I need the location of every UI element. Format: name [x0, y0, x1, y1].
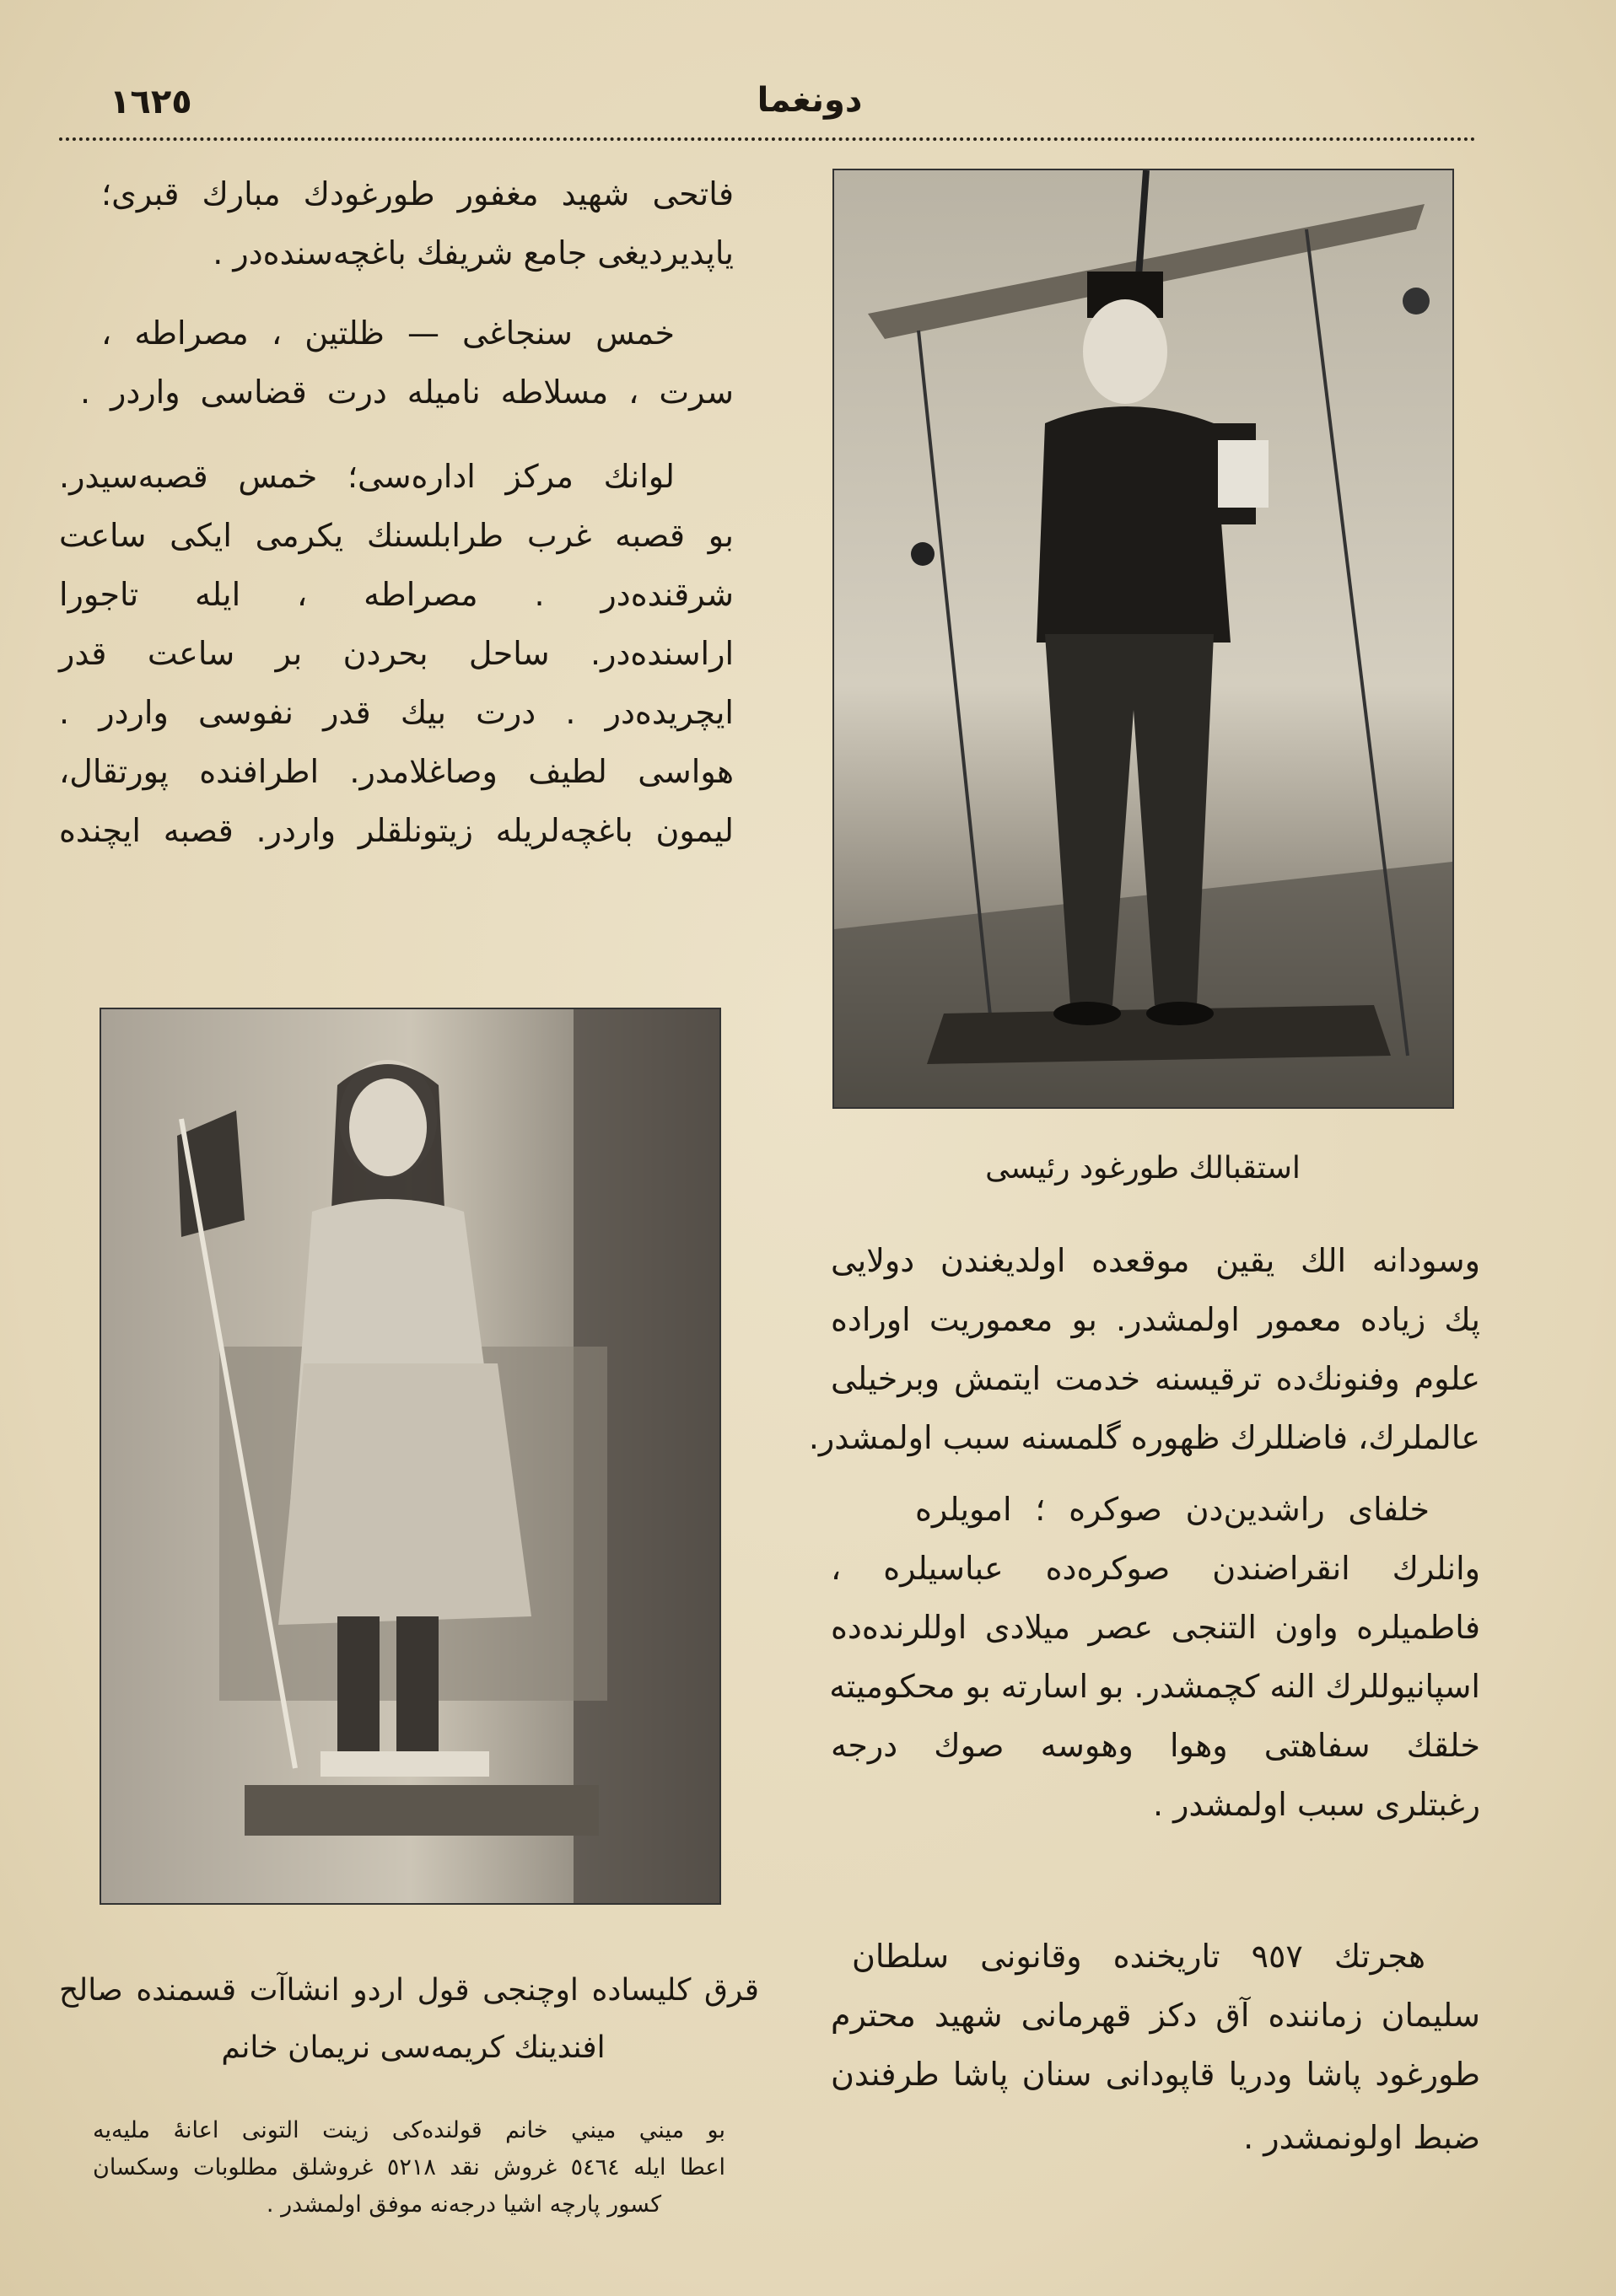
text-line: رغبتلری سبب اولمشدر .	[1152, 1786, 1480, 1823]
text-line: ضبط اولونمشدر .	[1243, 2119, 1480, 2156]
left-photo-caption-line: افندینك كریمه‌سی نریمان خانم	[221, 2030, 606, 2065]
text-line: اراسنده‌در. ساحل بحردن بر ساعت قدر	[59, 635, 734, 672]
text-line: ایچریده‌در . درت بیك قدر نفوسی واردر .	[59, 694, 734, 731]
text-line: خلقك سفاهتی وهوا وهوسه صوك درجه	[831, 1727, 1480, 1764]
text-line: طورغود پاشا ودریا قاپودانی سنان پاشا طرفندن	[831, 2056, 1480, 2093]
text-line: فاتحی شهید مغفور طورغودك مبارك قبری؛	[101, 175, 734, 212]
text-line: یاپدیردیغی جامع شریفك باغچه‌سنده‌در .	[213, 234, 734, 272]
donation-note-line: كسور پارچه اشیا درجه‌نه موفق اولمشدر .	[266, 2191, 662, 2218]
text-line: فاطمیلره واون التنجی عصر میلادی اوللرنده‌ده	[831, 1609, 1480, 1646]
donation-note-line: اعطا ایله ٥٤٦٤ غروش نقد ٥٢١٨ غروشلق مطلوبات وسكسان	[93, 2154, 725, 2180]
text-line: شرقنده‌در . مصراطه ، ایله تاجورا	[59, 576, 734, 613]
magazine-title: دونغما	[757, 81, 863, 120]
header-divider	[59, 137, 1476, 141]
text-line: لوانك مركز اداره‌سی؛ خمس قصبه‌سیدر.	[59, 458, 675, 495]
text-line: هواسی لطیف وصاغلامدر. اطرافنده پورتقال،	[59, 753, 734, 790]
photo-girl-with-flag	[100, 1008, 721, 1905]
text-line: وانلرك انقراضندن صوكره‌ده عباسیلره ،	[831, 1550, 1480, 1587]
right-photo-caption: استقبالك طورغود رئیسی	[985, 1151, 1301, 1186]
text-line: وسودانه الك یقین موقعده اولدیغندن دولایی	[831, 1242, 1480, 1279]
text-line: علوم وفنونك‌ده ترقیسنه خدمت ایتمش وبرخیلی	[831, 1360, 1480, 1397]
text-line: سرت ، مسلاطه نامیله درت قضاسی واردر .	[80, 374, 734, 411]
text-line: عالملرك، فاضللرك ظهوره گلمسنه سبب اولمشدر.	[808, 1419, 1480, 1456]
text-line: پك زیاده معمور اولمشدر. بو معموریت اوراده	[831, 1301, 1480, 1338]
text-line: بو قصبه غرب طرابلسنك یكرمی ایكی ساعت	[59, 517, 734, 554]
text-line: خلفای راشدین‌دن صوكره ؛ امویلره	[915, 1491, 1430, 1528]
donation-note-line: بو میني میني خانم قولنده‌كی زینت التونی اعانهٔ ملیه‌یه	[93, 2117, 725, 2143]
photo-boy-on-ship	[832, 169, 1454, 1109]
text-line: سلیمان زماننده آق دكز قهرمانی شهید محترم	[831, 1997, 1480, 2034]
page-number: ١٦٢٥	[110, 83, 192, 121]
text-line: لیمون باغچه‌لریله زیتونلقلر واردر. قصبه ایچنده	[59, 812, 734, 849]
text-line: اسپانیوللرك النه كچمشدر. بو اسارته بو محكومیته	[829, 1668, 1480, 1705]
text-line: هجرتك ٩٥٧ تاریخنده وقانونی سلطان	[852, 1938, 1425, 1975]
text-line: خمس سنجاغی — ظلتین ، مصراطه ،	[101, 315, 675, 352]
left-photo-caption-line: قرق كلیساده اوچنجی قول اردو انشاآت قسمنده صالح	[59, 1973, 759, 2008]
